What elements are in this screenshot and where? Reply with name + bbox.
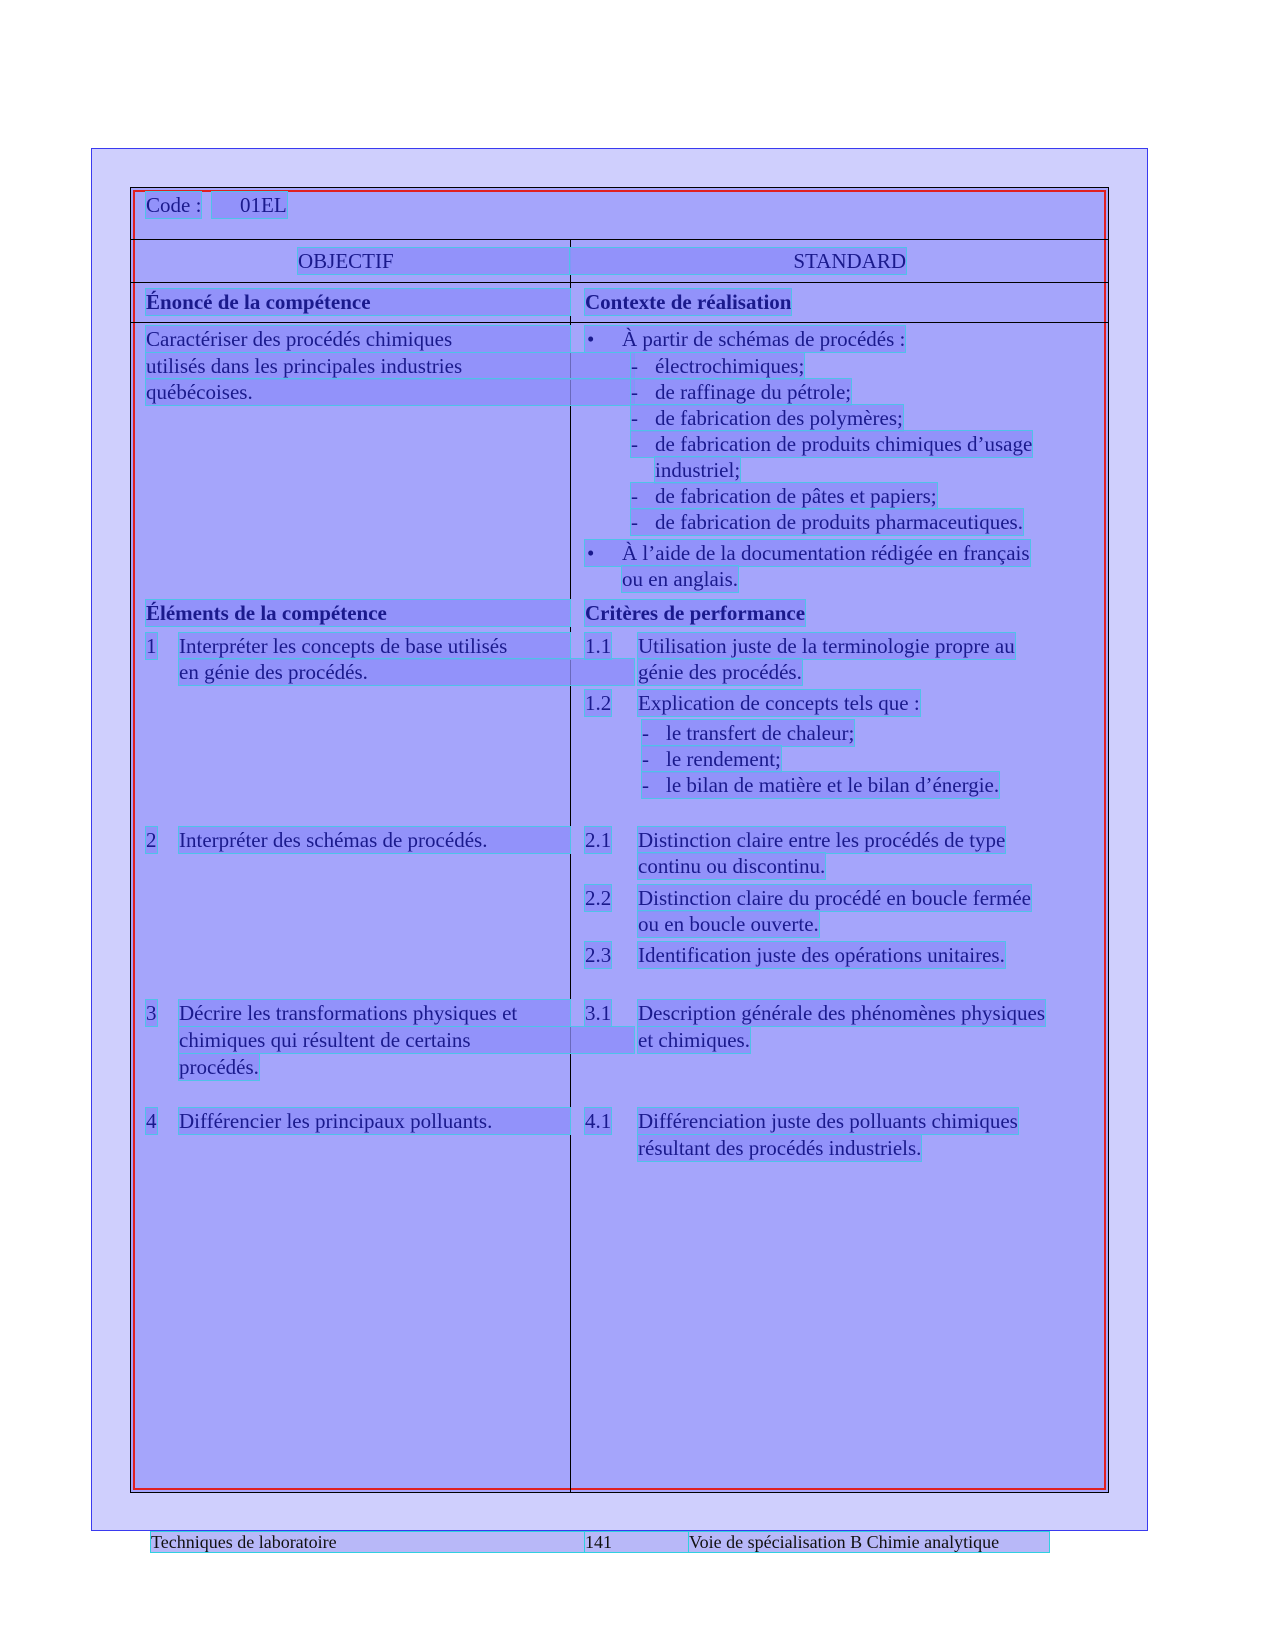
element-line: Interpréter des schémas de procédés. bbox=[179, 827, 570, 853]
contexte-sub-text: de fabrication de produits pharmaceutiques. bbox=[655, 510, 1023, 534]
contexte-sub-item bbox=[631, 405, 903, 431]
bullet-icon: • bbox=[587, 541, 595, 565]
contexte-sub-text: de raffinage du pétrole; bbox=[655, 380, 852, 404]
critere-line: Description générale des phénomènes physiques bbox=[638, 1001, 1046, 1025]
contexte-bullet-1-text: À partir de schémas de procédés : bbox=[622, 327, 906, 351]
critere-line: Identification juste des opérations unitaires. bbox=[638, 943, 1005, 967]
element-number: 4 bbox=[146, 1109, 157, 1133]
row-divider-headers bbox=[130, 282, 1109, 283]
critere-number: 2.1 bbox=[585, 828, 612, 852]
element-number: 1 bbox=[146, 634, 157, 658]
dash-icon: - bbox=[642, 721, 649, 745]
enonce-line: Caractériser des procédés chimiques bbox=[146, 326, 570, 352]
code-value: 01EL bbox=[212, 192, 287, 218]
element-line: Différencier les principaux polluants. bbox=[179, 1108, 570, 1134]
contexte-sub-item bbox=[631, 379, 851, 405]
critere-line: Différenciation juste des polluants chimiques bbox=[638, 1109, 1018, 1133]
contexte-sub-text: électrochimiques; bbox=[655, 354, 805, 378]
contexte-sub-item bbox=[631, 509, 1023, 535]
element-line: chimiques qui résultent de certains bbox=[179, 1027, 634, 1053]
critere-sub-text: le transfert de chaleur; bbox=[666, 721, 855, 745]
dash-icon: - bbox=[642, 747, 649, 771]
contexte-bullet-1 bbox=[585, 326, 905, 352]
row-divider-code bbox=[130, 239, 1109, 240]
critere-line: Distinction claire du procédé en boucle fermée bbox=[638, 886, 1031, 910]
bullet-icon: • bbox=[587, 327, 595, 351]
element-line: Décrire les transformations physiques et bbox=[179, 1000, 570, 1026]
contexte-bullet-2-text: À l’aide de la documentation rédigée en français bbox=[622, 541, 1030, 565]
enonce-line: utilisés dans les principales industries bbox=[146, 353, 634, 379]
critere-sub-item bbox=[642, 746, 781, 772]
footer-page-number: 141 bbox=[585, 1532, 689, 1552]
element-number: 3 bbox=[146, 1001, 157, 1025]
code-label: Code : bbox=[146, 193, 202, 217]
critere-sub-item bbox=[642, 772, 999, 798]
contexte-sub-item bbox=[631, 483, 937, 509]
contexte-sub-text: de fabrication des polymères; bbox=[655, 406, 903, 430]
critere-sub-text: le rendement; bbox=[666, 747, 781, 771]
critere-number: 1.2 bbox=[585, 691, 612, 715]
element-number: 2 bbox=[146, 828, 157, 852]
critere-number: 1.1 bbox=[585, 634, 612, 658]
enonce-title: Énoncé de la compétence bbox=[146, 289, 570, 315]
contexte-sub-item bbox=[631, 353, 804, 379]
element-line: en génie des procédés. bbox=[179, 659, 634, 685]
contexte-title: Contexte de réalisation bbox=[585, 290, 792, 314]
elements-title: Éléments de la compétence bbox=[146, 600, 570, 626]
dash-icon: - bbox=[631, 406, 638, 430]
critere-line: Distinction claire entre les procédés de type bbox=[638, 828, 1006, 852]
critere-line: et chimiques. bbox=[638, 1028, 750, 1052]
critere-line: continu ou discontinu. bbox=[638, 854, 826, 878]
dash-icon: - bbox=[631, 380, 638, 404]
row-divider-titles bbox=[130, 322, 1109, 323]
enonce-line: québécoises. bbox=[146, 379, 634, 405]
footer-left: Techniques de laboratoire bbox=[151, 1532, 585, 1552]
header-objectif: OBJECTIF bbox=[298, 248, 570, 274]
footer-right: Voie de spécialisation B Chimie analytique bbox=[689, 1532, 1049, 1552]
critere-number: 2.2 bbox=[585, 886, 612, 910]
critere-sub-item bbox=[642, 720, 854, 746]
contexte-bullet-2 bbox=[585, 540, 1030, 566]
contexte-bullet-2-continuation: ou en anglais. bbox=[622, 567, 739, 591]
critere-line: résultant des procédés industriels. bbox=[638, 1136, 922, 1160]
dash-icon: - bbox=[631, 354, 638, 378]
critere-number: 4.1 bbox=[585, 1109, 612, 1133]
header-standard: STANDARD bbox=[570, 248, 906, 274]
contexte-sub-text: de fabrication de pâtes et papiers; bbox=[655, 484, 937, 508]
critere-number: 3.1 bbox=[585, 1001, 612, 1025]
column-divider bbox=[570, 239, 571, 1493]
critere-line: Explication de concepts tels que : bbox=[638, 691, 920, 715]
dash-icon: - bbox=[631, 484, 638, 508]
element-line: Interpréter les concepts de base utilisés bbox=[179, 633, 570, 659]
dash-icon: - bbox=[642, 773, 649, 797]
criteres-title: Critères de performance bbox=[585, 601, 806, 625]
contexte-sub-text: de fabrication de produits chimiques d’usage bbox=[655, 432, 1033, 456]
critere-line: génie des procédés. bbox=[638, 660, 802, 684]
contexte-sub-item bbox=[631, 431, 1032, 457]
element-line: procédés. bbox=[179, 1055, 259, 1079]
contexte-sub-continuation: industriel; bbox=[655, 458, 741, 482]
critere-line: ou en boucle ouverte. bbox=[638, 912, 819, 936]
dash-icon: - bbox=[631, 510, 638, 534]
critere-line: Utilisation juste de la terminologie propre au bbox=[638, 634, 1015, 658]
dash-icon: - bbox=[631, 432, 638, 456]
critere-sub-text: le bilan de matière et le bilan d’énergie. bbox=[666, 773, 1000, 797]
critere-number: 2.3 bbox=[585, 943, 612, 967]
